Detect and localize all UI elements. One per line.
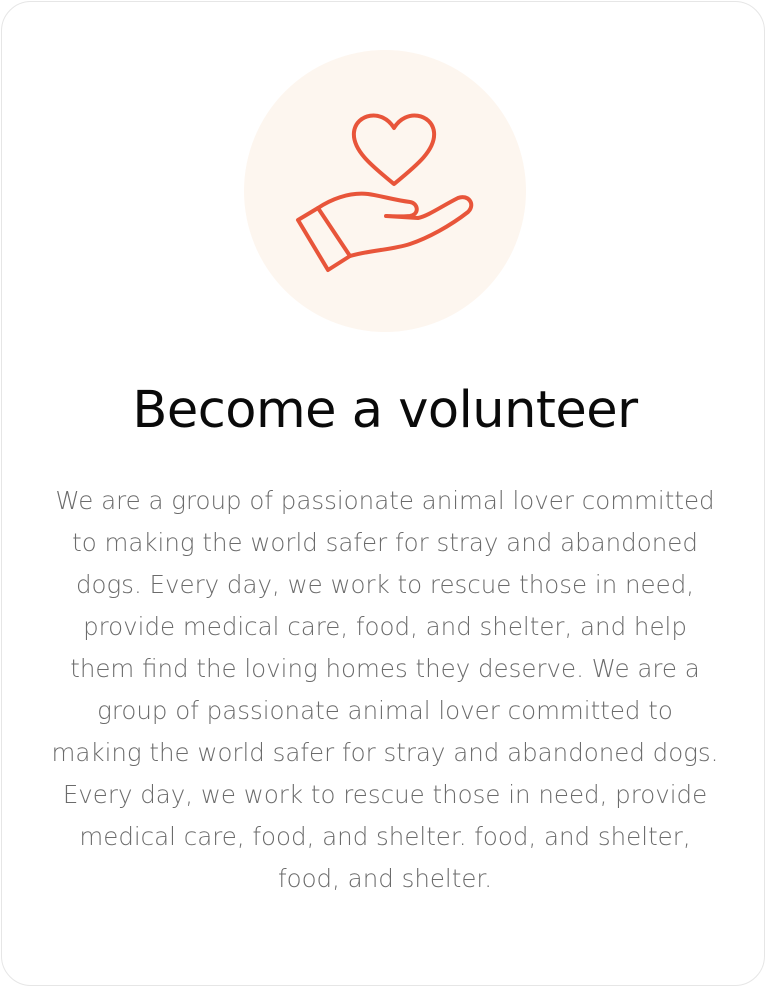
volunteer-card: [1, 1, 765, 986]
card-title: Become a volunteer: [132, 381, 638, 440]
heart-in-hand-icon: [244, 50, 526, 332]
card-description: We are a group of passionate animal lover committed to making the world safer for stray and abandoned dogs. Every day, we work to rescue those in need, provide medical care, food, and shelter, and help them find the loving homes they deserve. We are a group of passionate animal lover committed to making the world safer for stray and abandoned dogs. Every day, we work to rescue those in need, provide medical care, food, and shelter. food, and shelter, food, and shelter.: [51, 486, 719, 893]
icon-circle: [244, 50, 526, 332]
